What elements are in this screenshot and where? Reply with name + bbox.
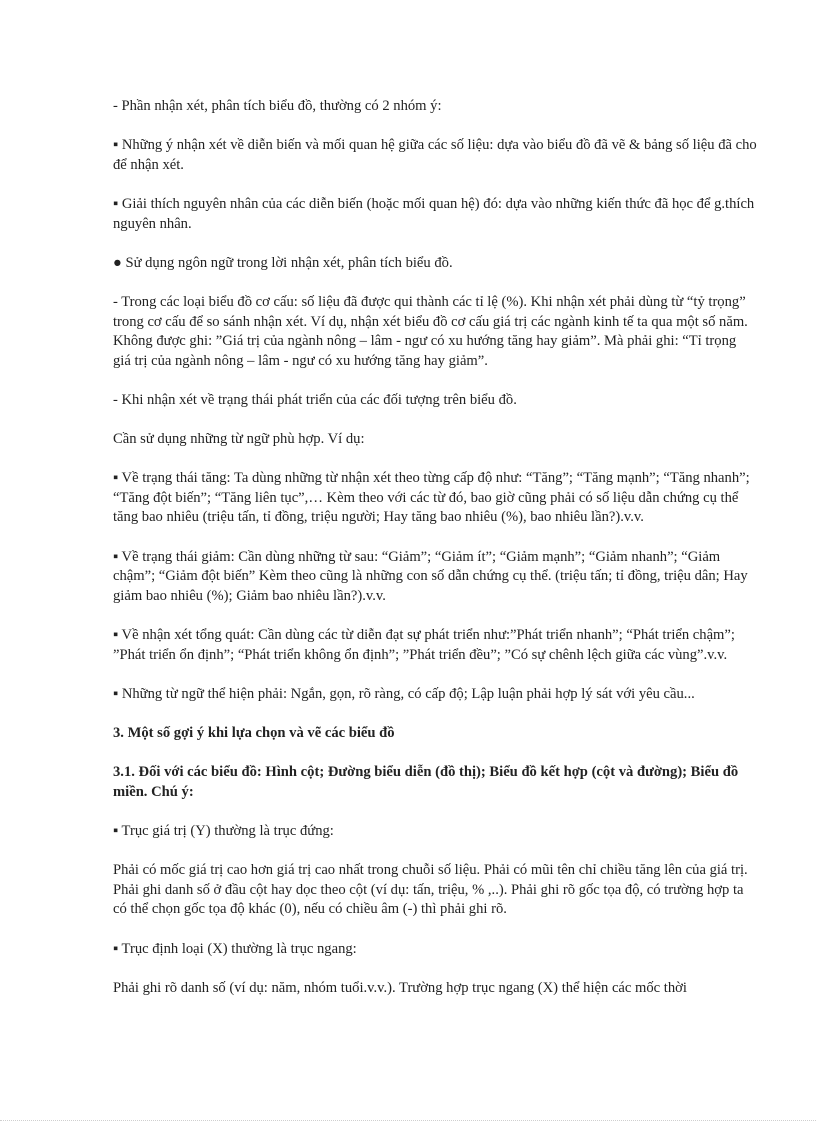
paragraph-category-axis: ▪ Trục định loại (X) thường là trục ngang:	[113, 940, 357, 957]
document-page	[113, 97, 757, 1018]
paragraph-structure-charts: - Trong các loại biểu đồ cơ cấu: số liệu đã được qui thành các tỉ lệ (%). Khi nhận xét phải dùng từ “tỷ trọng” trong cơ cấu để so sánh nhận xét. Ví dụ, nhận xét biểu đồ cơ cấu giá trị các ngành kinh tế ta qua một số năm. Không được ghi: ”Giá trị của ngành nông – lâm - ngư có xu hướng tăng hay giảm”. Mà phải ghi: “Tỉ trọng giá trị của ngành nông – lâm - ngư có xu hướng tăng hay giảm”.	[113, 293, 748, 369]
paragraph-language-usage: ● Sử dụng ngôn ngữ trong lời nhận xét, phân tích biểu đồ.	[113, 254, 453, 271]
section-heading-3: 3. Một số gợi ý khi lựa chọn và vẽ các biểu đồ	[113, 725, 395, 741]
paragraph-analysis-groups: - Phần nhận xét, phân tích biểu đồ, thường có 2 nhóm ý:	[113, 98, 442, 114]
paragraph-increase-state: ▪ Về trạng thái tăng: Ta dùng những từ nhận xét theo từng cấp độ như: “Tăng”; “Tăng mạnh”; “Tăng nhanh”; “Tăng đột biến”; “Tăng liên tục”,… Kèm theo với các từ đó, bao giờ cũng phải có số liệu dẫn chứng cụ thể tăng bao nhiêu (triệu tấn, tỉ đồng, triệu người; Hay tăng bao nhiêu (%), bao nhiêu lần?).v.v.	[113, 470, 750, 526]
paragraph-development-state: - Khi nhận xét về trạng thái phát triển của các đối tượng trên biểu đồ.	[113, 391, 517, 408]
paragraph-decrease-state: ▪ Về trạng thái giảm: Cần dùng những từ sau: “Giảm”; “Giảm ít”; “Giảm mạnh”; “Giảm nhanh”; “Giảm chậm”; “Giảm đột biến” Kèm theo cũng là những con số dẫn chứng cụ thể. (triệu tấn; tỉ đồng, triệu dân; Hay giảm bao nhiêu (%); Giảm bao nhiêu lần?).v.v.	[113, 548, 748, 604]
paragraph-wording-requirements: ▪ Những từ ngữ thể hiện phải: Ngắn, gọn, rõ ràng, có cấp độ; Lập luận phải hợp lý sát với yêu cầu...	[113, 685, 695, 702]
page-bottom-rule	[0, 1120, 816, 1121]
paragraph-value-axis-rules: Phải có mốc giá trị cao hơn giá trị cao nhất trong chuỗi số liệu. Phải có mũi tên chỉ chiều tăng lên của giá trị. Phải ghi danh số ở đầu cột hay dọc theo cột (ví dụ: tấn, triệu, % ,..). Phải ghi rõ gốc tọa độ, có trường hợp ta có thể chọn gốc tọa độ khác (0), nếu có chiều âm (-) thì phải ghi rõ.	[113, 862, 748, 918]
paragraph-general-remarks: ▪ Về nhận xét tổng quát: Cần dùng các từ diễn đạt sự phát triển như:”Phát triển nhanh”; “Phát triển chậm”; ”Phát triển ổn định”; “Phát triển không ổn định”; ”Phát triển đều”; ”Có sự chênh lệch giữa các vùng”.v.v.	[113, 627, 735, 663]
paragraph-trend-remarks: ▪ Những ý nhận xét về diễn biến và mối quan hệ giữa các số liệu: dựa vào biểu đồ đã vẽ & bảng số liệu đã cho để nhận xét.	[113, 137, 757, 173]
paragraph-category-axis-rules: Phải ghi rõ danh số (ví dụ: năm, nhóm tuổi.v.v.). Trường hợp trục ngang (X) thể hiện các mốc thời	[113, 979, 687, 996]
paragraph-value-axis: ▪ Trục giá trị (Y) thường là trục đứng:	[113, 822, 334, 839]
section-heading-3-1: 3.1. Đối với các biểu đồ: Hình cột; Đường biểu diễn (đồ thị); Biểu đồ kết hợp (cột và đường); Biểu đồ miền. Chú ý:	[113, 764, 739, 800]
paragraph-explain-causes: ▪ Giải thích nguyên nhân của các diễn biến (hoặc mối quan hệ) đó: dựa vào những kiến thức đã học để g.thích nguyên nhân.	[113, 195, 755, 232]
paragraph-suitable-words: Cần sử dụng những từ ngữ phù hợp. Ví dụ:	[113, 431, 365, 448]
